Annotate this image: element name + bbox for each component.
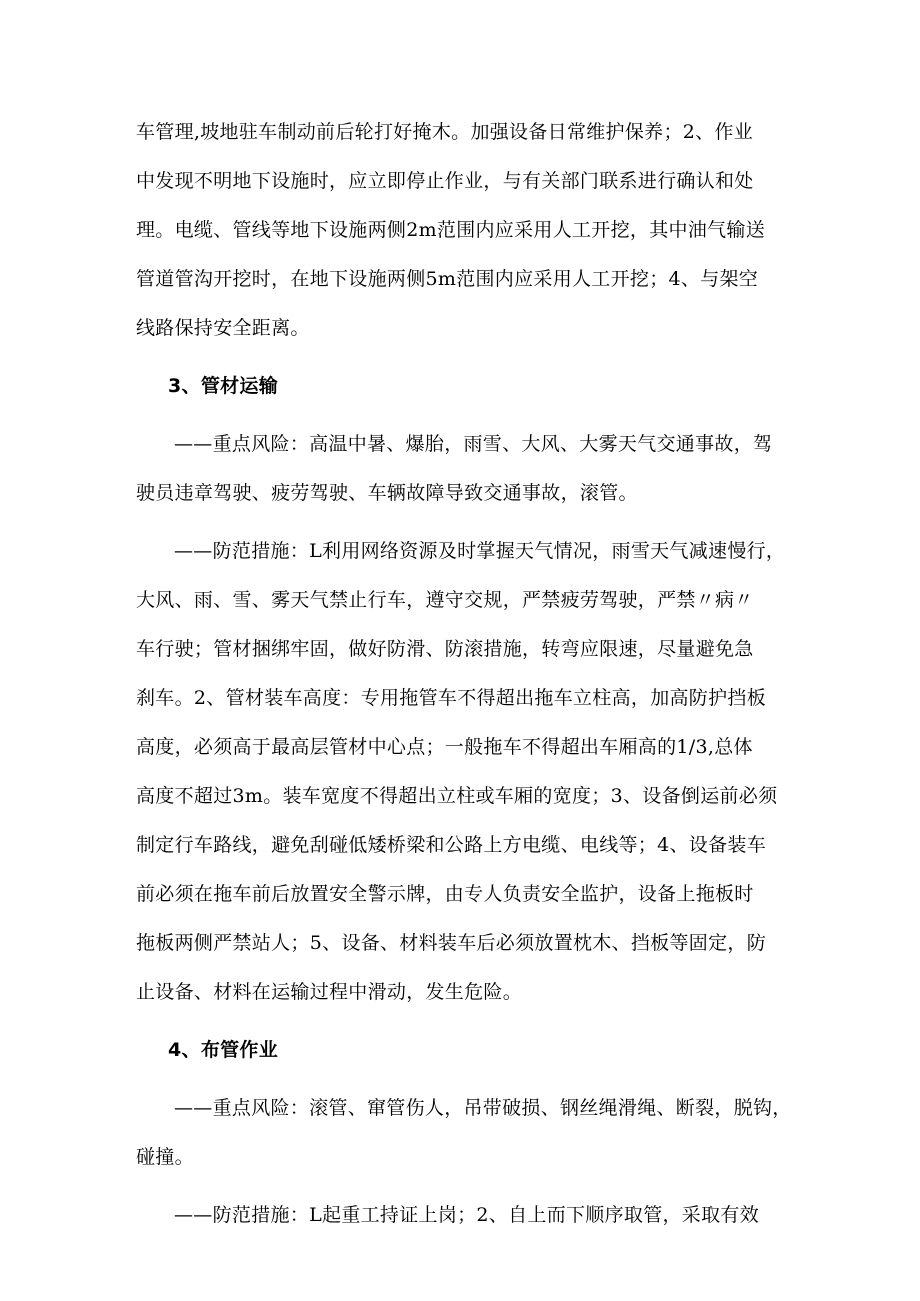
- paragraph-risk-pipe-laying: [136, 1084, 792, 1182]
- paragraph-measures-transport: [136, 527, 788, 1017]
- text-line: 车管理,坡地驻车制动前后轮打好掩木。加强设备日常维护保养；2、作业: [136, 121, 754, 143]
- document-body: [136, 108, 792, 1240]
- text-line: 理。电缆、管线等地下设施两侧2m范围内应采用人工开挖，其中油气输送: [136, 219, 766, 241]
- text-line: ——重点风险：滚管、窜管伤人，吊带破损、钢丝绳滑绳、断裂，脱钩，: [174, 1097, 792, 1119]
- text-line: 止设备、材料在运输过程中滑动，发生危险。: [136, 981, 523, 1003]
- text-line: 拖板两侧严禁站人；5、设备、材料装车后必须放置枕木、挡板等固定，防: [136, 932, 766, 954]
- text-line: 车行驶；管材捆绑牢固，做好防滑、防滚措施，转弯应限速，尽量避免急: [136, 638, 754, 660]
- text-line: 制定行车路线，避免刮碰低矮桥梁和公路上方电缆、电线等；4、设备装车: [136, 834, 766, 856]
- section-heading-transport: [136, 362, 788, 411]
- section-heading-pipe-laying: [136, 1026, 788, 1075]
- text-line: 驶员违章驾驶、疲劳驾驶、车辆故障导致交通事故，滚管。: [136, 482, 638, 504]
- text-line: 前必须在拖车前后放置安全警示牌，由专人负责安全监护，设备上拖板时: [136, 883, 754, 905]
- text-line: ——重点风险：高温中暑、爆胎，雨雪、大风、大雾天气交通事故，驾: [174, 433, 773, 455]
- paragraph-risk-transport: [136, 420, 788, 518]
- text-line: 管道管沟开挖时，在地下设施两侧5m范围内应采用人工开挖；4、与架空: [136, 268, 759, 290]
- text-line: 碰撞。: [136, 1146, 194, 1168]
- text-line: ——防范措施：L利用网络资源及时掌握天气情况，雨雪天气减速慢行，: [174, 540, 786, 562]
- text-line: 中发现不明地下设施时，应立即停止作业，与有关部门联系进行确认和处: [136, 170, 754, 192]
- text-line: 线路保持安全距离。: [136, 317, 310, 339]
- paragraph-measures-pipe-laying: [136, 1191, 788, 1240]
- text-line: 大风、雨、雪、雾天气禁止行车，遵守交规，严禁疲劳驾驶，严禁〃病〃: [136, 589, 754, 611]
- text-line: 高度不超过3m。装车宽度不得超出立柱或车厢的宽度；3、设备倒运前必须: [136, 785, 778, 807]
- heading-text: 4、布管作业: [168, 1039, 279, 1061]
- heading-text: 3、管材运输: [168, 375, 279, 397]
- text-line: 高度，必须高于最高层管材中心点；一般拖车不得超出车厢高的1/3,总体: [136, 736, 753, 758]
- text-line: ——防范措施：L起重工持证上岗；2、自上而下顺序取管，采取有效: [174, 1204, 760, 1226]
- paragraph-continuation: [136, 108, 788, 353]
- text-line: 刹车。2、管材装车高度：专用拖管车不得超出拖车立柱高，加高防护挡板: [136, 687, 766, 709]
